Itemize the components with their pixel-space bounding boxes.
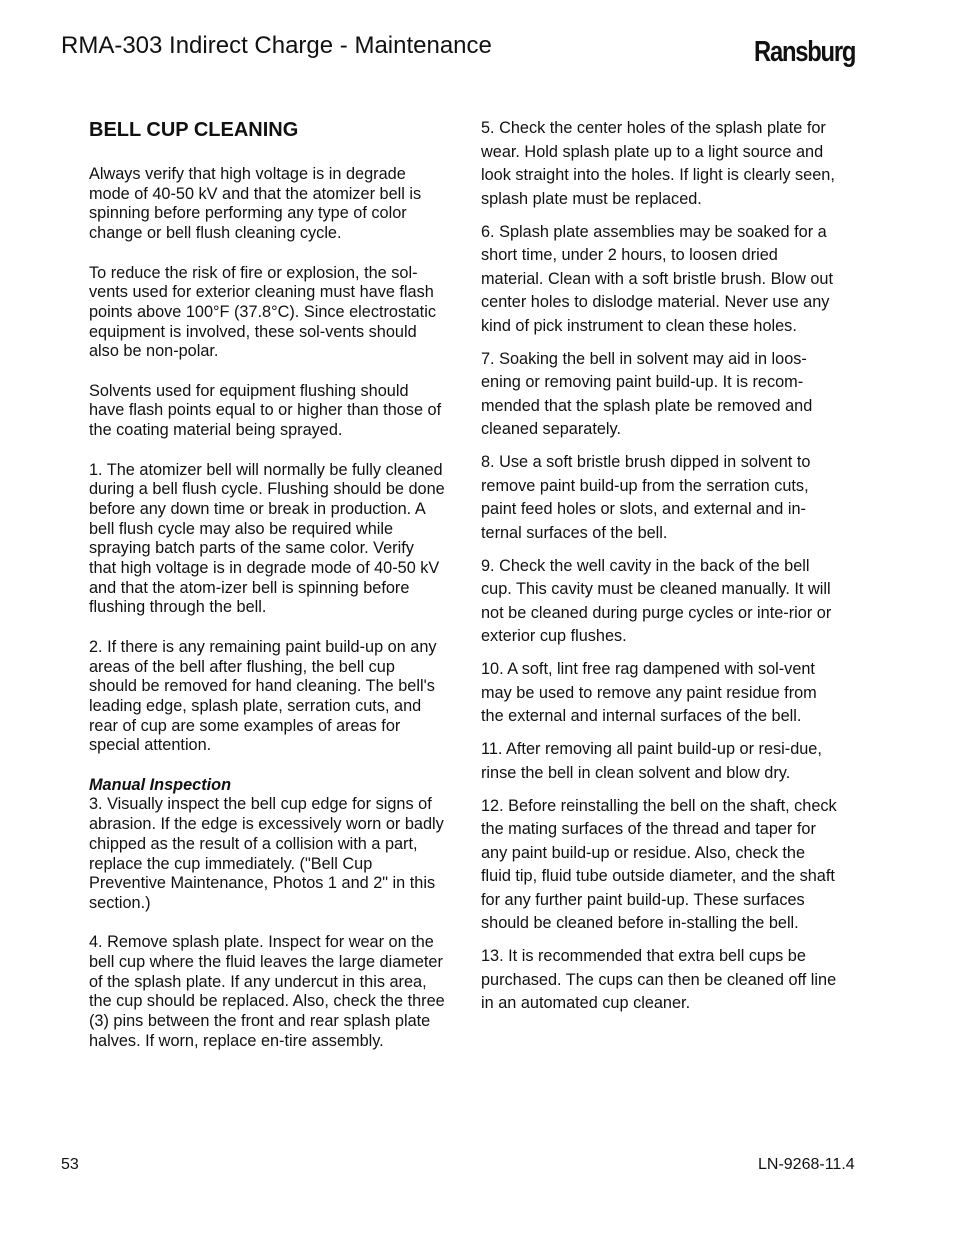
right-column (481, 117, 839, 1025)
step-6: 6. Splash plate assemblies may be soaked for a short time, under 2 hours, to loosen dried material. Clean with a soft bristle brush. Blow out center holes to dislodge material. Never use any kind of pick instrument to clean these holes. (481, 222, 834, 335)
step-8: 8. Use a soft bristle brush dipped in solvent to remove paint build-up from the serration cuts, paint feed holes or slots, and external and in-ternal surfaces of the bell. (481, 453, 811, 542)
step-12: 12. Before reinstalling the bell on the shaft, check the mating surfaces of the thread and taper for any paint build-up or residue. Also, check the fluid tip, fluid tube outside diameter, and the shaft for any further paint build-up. These surfaces should be cleaned before in-stalling the bell. (481, 796, 837, 932)
step-7: 7. Soaking the bell in solvent may aid in loos-ening or removing paint build-up. It is recom-mended that the splash plate be removed and cleaned separately. (481, 349, 813, 438)
page-header-title: RMA-303 Indirect Charge - Maintenance (61, 32, 492, 59)
step-11: 11. After removing all paint build-up or resi-due, rinse the bell in clean solvent and blow dry. (481, 740, 822, 782)
subheading-manual-inspection: Manual Inspection (89, 775, 232, 794)
step-13: 13. It is recommended that extra bell cups be purchased. The cups can then be cleaned off line in an automated cup cleaner. (481, 947, 837, 1012)
step-2: 2. If there is any remaining paint build-up on any areas of the bell after flushing, the bell cup should be removed for hand cleaning. The bell's leading edge, splash plate, serration cuts, and rear of cup are some examples of areas for special attention. (89, 637, 437, 755)
step-9: 9. Check the well cavity in the back of the bell cup. This cavity must be cleaned manually. It will not be cleaned during purge cycles or inte-rior or exterior cup flushes. (481, 556, 832, 645)
document-number: LN-9268-11.4 (758, 1156, 855, 1173)
manual-inspection-block (89, 776, 445, 914)
section-title: BELL CUP CLEANING (89, 119, 299, 141)
page-number: 53 (61, 1156, 79, 1173)
brand-logo: Ransburg (754, 36, 856, 68)
paragraph-solvent-flash-points: To reduce the risk of fire or explosion, the sol-vents used for exterior cleaning must have flash points above 100°F (37.8°C). Since electrostatic equipment is involved, these sol-vents should also be non-polar. (89, 263, 436, 361)
step-10: 10. A soft, lint free rag dampened with sol-vent may be used to remove any paint residue from the external and internal surfaces of the bell. (481, 660, 817, 725)
step-3: 3. Visually inspect the bell cup edge for signs of abrasion. If the edge is excessively worn or badly chipped as the result of a collision with a part, replace the cup immediately. ("Bell Cup Preventive Maintenance, Photos 1 and 2" in this section.) (89, 795, 444, 912)
paragraph-flushing-solvents: Solvents used for equipment flushing should have flash points equal to or higher than those of the coating material being sprayed. (89, 381, 442, 440)
step-5: 5. Check the center holes of the splash plate for wear. Hold splash plate up to a light source and look straight into the holes. If light is clearly seen, splash plate must be replaced. (481, 119, 835, 208)
paragraph-voltage-warning: Always verify that high voltage is in degrade mode of 40-50 kV and that the atomizer bell is spinning before performing any type of color change or bell flush cleaning cycle. (89, 165, 422, 243)
step-1: 1. The atomizer bell will normally be fully cleaned during a bell flush cycle. Flushing should be done before any down time or break in production. A bell flush cycle may also be required while spraying batch parts of the same color. Verify that high voltage is in degrade mode of 40-50 kV and that the atom-izer bell is spinning before flushing through the bell. (89, 460, 445, 617)
step-4: 4. Remove splash plate. Inspect for wear on the bell cup where the fluid leaves the large diameter of the splash plate. If any undercut in this area, the cup should be replaced. Also, check the three (3) pins between the front and rear splash plate halves. If worn, replace en-tire assembly. (89, 933, 445, 1050)
left-column (89, 117, 445, 1071)
